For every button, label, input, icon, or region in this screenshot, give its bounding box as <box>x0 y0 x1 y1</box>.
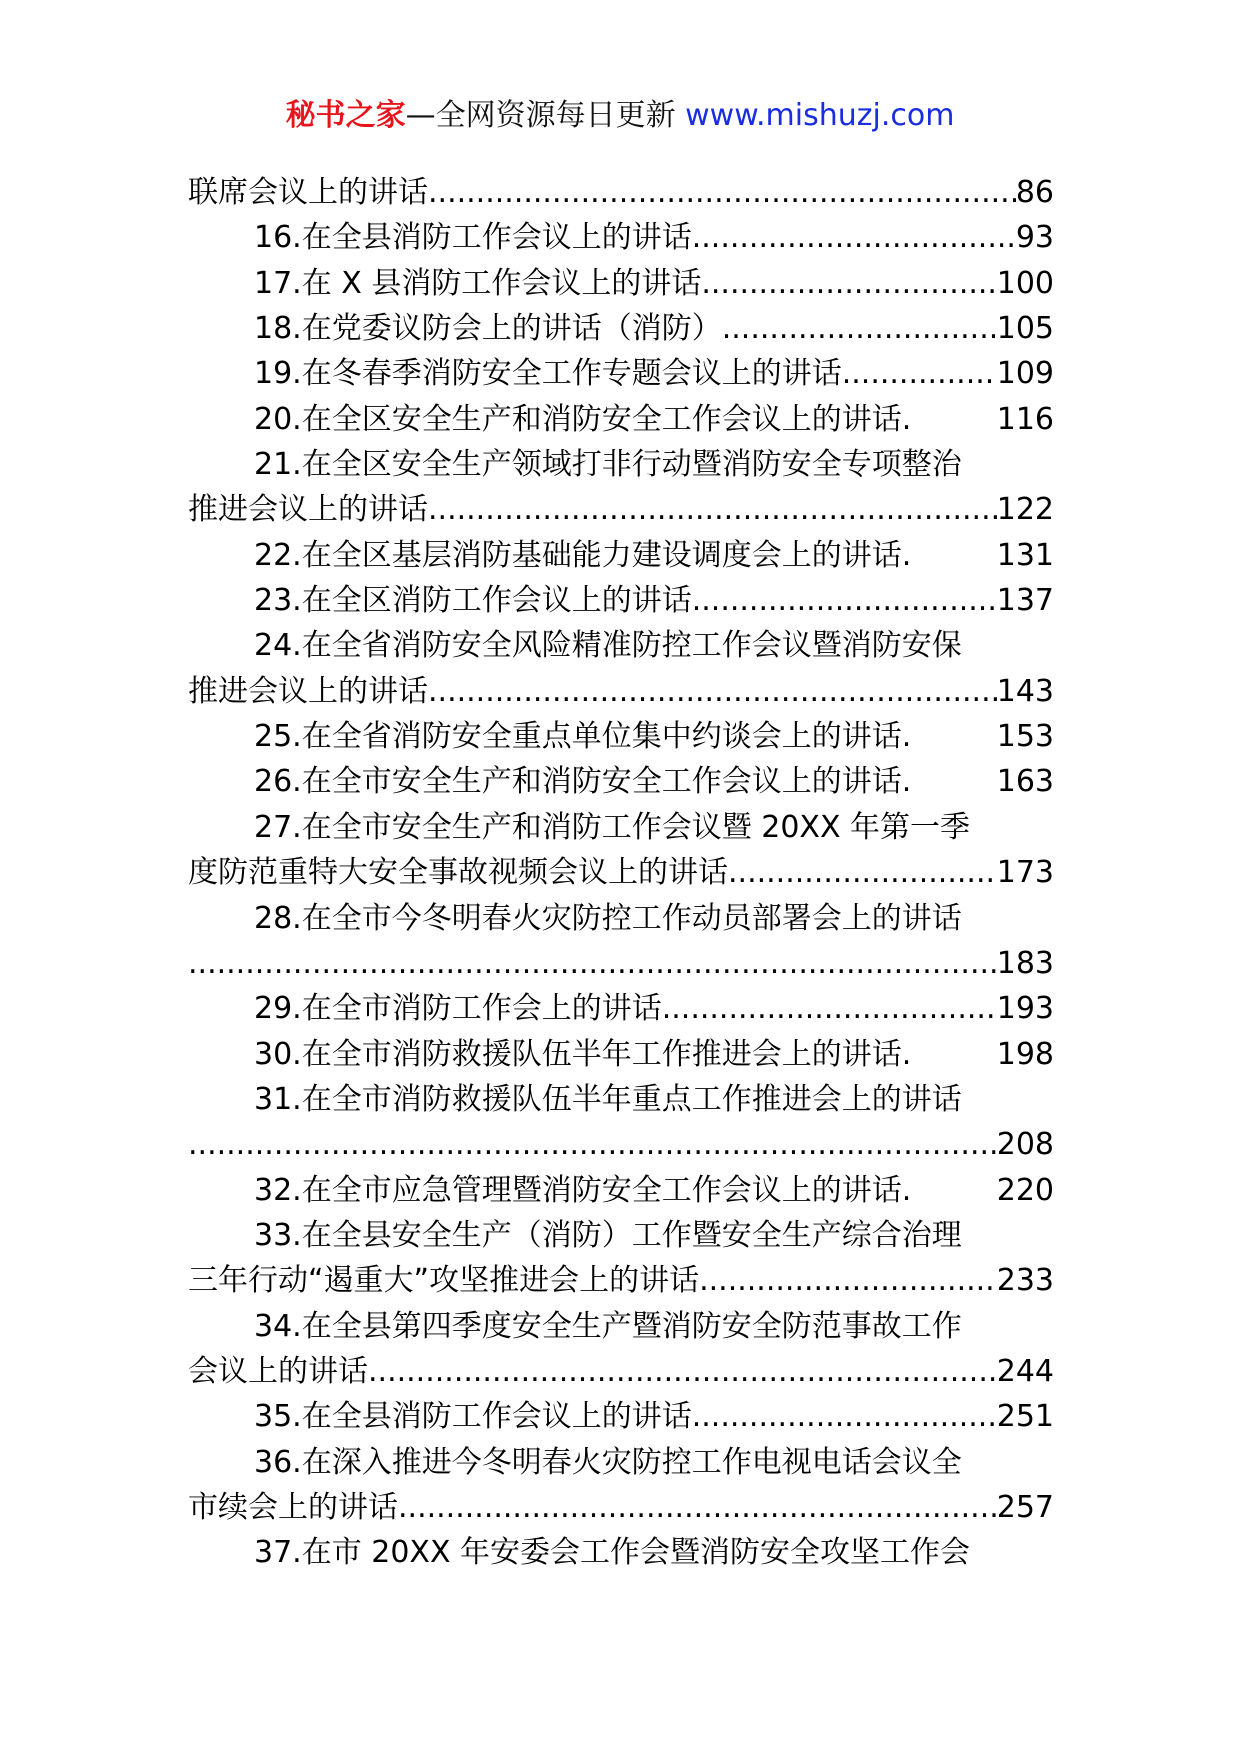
toc-entry-title: 24.在全省消防安全风险精准防控工作会议暨消防安保 <box>254 628 962 664</box>
toc-entry-line[interactable] <box>188 1077 1054 1122</box>
toc-leader-dots <box>692 578 997 623</box>
toc-leader-dots <box>662 986 997 1031</box>
toc-leader-dots <box>842 351 997 396</box>
toc-leader-dots <box>722 306 997 351</box>
toc-entry-title: 16.在全县消防工作会议上的讲话 <box>254 220 692 256</box>
toc-entry-title: 推进会议上的讲话 <box>188 673 428 709</box>
toc-leader-dots <box>368 1349 997 1394</box>
toc-entry-line[interactable] <box>188 487 1054 532</box>
toc-leader-dots <box>188 1122 997 1167</box>
toc-entry-line[interactable] <box>188 623 1054 668</box>
toc-entry-title: 19.在冬春季消防安全工作专题会议上的讲话 <box>254 356 842 392</box>
toc-entry-title: 36.在深入推进今冬明春火灾防控工作电视电话会议全 <box>254 1444 962 1480</box>
toc-entry-title: 25.在全省消防安全重点单位集中约谈会上的讲话. <box>254 719 912 755</box>
toc-entry-line[interactable] <box>188 1440 1054 1485</box>
toc-page-number: 137 <box>996 583 1054 619</box>
toc-entry-title: 32.在全市应急管理暨消防安全工作会议上的讲话. <box>254 1172 912 1208</box>
toc-leader-dots <box>188 941 997 986</box>
toc-page-number: 122 <box>996 492 1054 528</box>
toc-page-number: 116 <box>996 401 1054 437</box>
toc-entry-line[interactable] <box>188 896 1054 941</box>
toc-page-number: 105 <box>996 311 1054 347</box>
header-tagline: —全网资源每日更新 <box>405 98 686 133</box>
toc-page-number: 86 <box>1015 175 1054 210</box>
toc-entry-title: 联席会议上的讲话 <box>188 175 428 210</box>
toc-entry-line[interactable] <box>188 941 1054 986</box>
site-url: www.mishuzj.com <box>685 98 955 133</box>
toc-entry-title: 31.在全市消防救援队伍半年重点工作推进会上的讲话 <box>254 1081 962 1117</box>
toc-leader-dots <box>692 1394 997 1439</box>
table-of-contents <box>188 170 1054 1576</box>
toc-entry-line[interactable] <box>188 1032 1054 1077</box>
toc-entry-title: 35.在全县消防工作会议上的讲话 <box>254 1399 692 1435</box>
toc-leader-dots <box>728 850 997 895</box>
toc-page-number: 163 <box>996 764 1054 800</box>
toc-entry-title: 23.在全区消防工作会议上的讲话 <box>254 583 692 619</box>
toc-leader-dots <box>701 261 996 306</box>
toc-entry-line[interactable] <box>188 1530 1054 1575</box>
toc-entry-line[interactable] <box>188 306 1054 351</box>
toc-entry-line[interactable] <box>188 261 1054 306</box>
toc-entry-line[interactable] <box>188 805 1054 850</box>
toc-entry-line[interactable] <box>188 986 1054 1031</box>
toc-entry-title: 30.在全市消防救援队伍半年工作推进会上的讲话. <box>254 1036 912 1072</box>
toc-page-number: 153 <box>996 719 1054 755</box>
toc-entry-line[interactable] <box>188 1349 1054 1394</box>
toc-page-number: 109 <box>996 356 1054 392</box>
toc-entry-line[interactable] <box>188 170 1054 215</box>
toc-entry-title: 27.在全市安全生产和消防工作会议暨 20XX 年第一季 <box>254 809 971 845</box>
brand-name: 秘书之家 <box>285 98 406 133</box>
toc-entry-line[interactable] <box>188 442 1054 487</box>
toc-entry-line[interactable] <box>188 1485 1054 1530</box>
toc-page-number: 244 <box>996 1353 1054 1389</box>
toc-entry-line[interactable] <box>188 578 1054 623</box>
toc-entry-title: 度防范重特大安全事故视频会议上的讲话 <box>188 855 728 891</box>
toc-leader-dots <box>428 170 1016 215</box>
toc-page-number: 208 <box>996 1127 1054 1163</box>
toc-entry-line[interactable] <box>188 215 1054 260</box>
toc-page-number: 257 <box>996 1489 1054 1525</box>
toc-entry-line[interactable] <box>188 1304 1054 1349</box>
toc-entry-line[interactable] <box>188 1213 1054 1258</box>
toc-entry-line[interactable] <box>188 759 1054 804</box>
toc-entry-title: 22.在全区基层消防基础能力建设调度会上的讲话. <box>254 537 912 573</box>
toc-entry-line[interactable] <box>188 1168 1054 1213</box>
toc-entry-title: 18.在党委议防会上的讲话（消防） <box>254 311 722 347</box>
toc-entry-line[interactable] <box>188 1122 1054 1167</box>
toc-page-number: 198 <box>996 1036 1054 1072</box>
toc-entry-title: 28.在全市今冬明春火灾防控工作动员部署会上的讲话 <box>254 900 962 936</box>
toc-entry-line[interactable] <box>188 714 1054 759</box>
toc-entry-title: 29.在全市消防工作会上的讲话 <box>254 991 662 1027</box>
toc-entry-line[interactable] <box>188 1394 1054 1439</box>
toc-page-number: 93 <box>1015 220 1054 256</box>
toc-entry-line[interactable] <box>188 351 1054 396</box>
toc-page-number: 193 <box>996 991 1054 1027</box>
toc-entry-title: 34.在全县第四季度安全生产暨消防安全防范事故工作 <box>254 1308 962 1344</box>
toc-entry-title: 33.在全县安全生产（消防）工作暨安全生产综合治理 <box>254 1217 962 1253</box>
toc-entry-line[interactable] <box>188 1258 1054 1303</box>
toc-entry-title: 17.在 X 县消防工作会议上的讲话 <box>254 265 702 301</box>
toc-page-number: 220 <box>996 1172 1054 1208</box>
toc-leader-dots <box>428 487 997 532</box>
toc-leader-dots <box>692 215 1016 260</box>
toc-entry-title: 37.在市 20XX 年安委会工作会暨消防安全攻坚工作会 <box>254 1535 971 1571</box>
toc-page-number: 143 <box>996 673 1054 709</box>
toc-entry-title: 三年行动“遏重大”攻坚推进会上的讲话 <box>188 1263 700 1299</box>
toc-entry-line[interactable] <box>188 850 1054 895</box>
toc-page-number: 100 <box>996 265 1054 301</box>
toc-entry-line[interactable] <box>188 397 1054 442</box>
toc-page-number: 131 <box>996 537 1054 573</box>
toc-page-number: 251 <box>996 1399 1054 1435</box>
toc-page-number: 183 <box>996 945 1054 981</box>
page-header <box>0 96 1240 136</box>
toc-entry-title: 推进会议上的讲话 <box>188 492 428 528</box>
toc-leader-dots <box>398 1485 997 1530</box>
toc-entry-line[interactable] <box>188 669 1054 714</box>
toc-entry-title: 会议上的讲话 <box>188 1353 368 1389</box>
toc-entry-title: 21.在全区安全生产领域打非行动暨消防安全专项整治 <box>254 447 962 483</box>
toc-entry-title: 26.在全市安全生产和消防安全工作会议上的讲话. <box>254 764 912 800</box>
toc-entry-line[interactable] <box>188 533 1054 578</box>
toc-page-number: 233 <box>996 1263 1054 1299</box>
toc-entry-title: 市续会上的讲话 <box>188 1489 398 1525</box>
toc-leader-dots <box>428 669 997 714</box>
toc-entry-title: 20.在全区安全生产和消防安全工作会议上的讲话. <box>254 401 912 437</box>
toc-leader-dots <box>699 1258 997 1303</box>
toc-page-number: 173 <box>996 855 1054 891</box>
